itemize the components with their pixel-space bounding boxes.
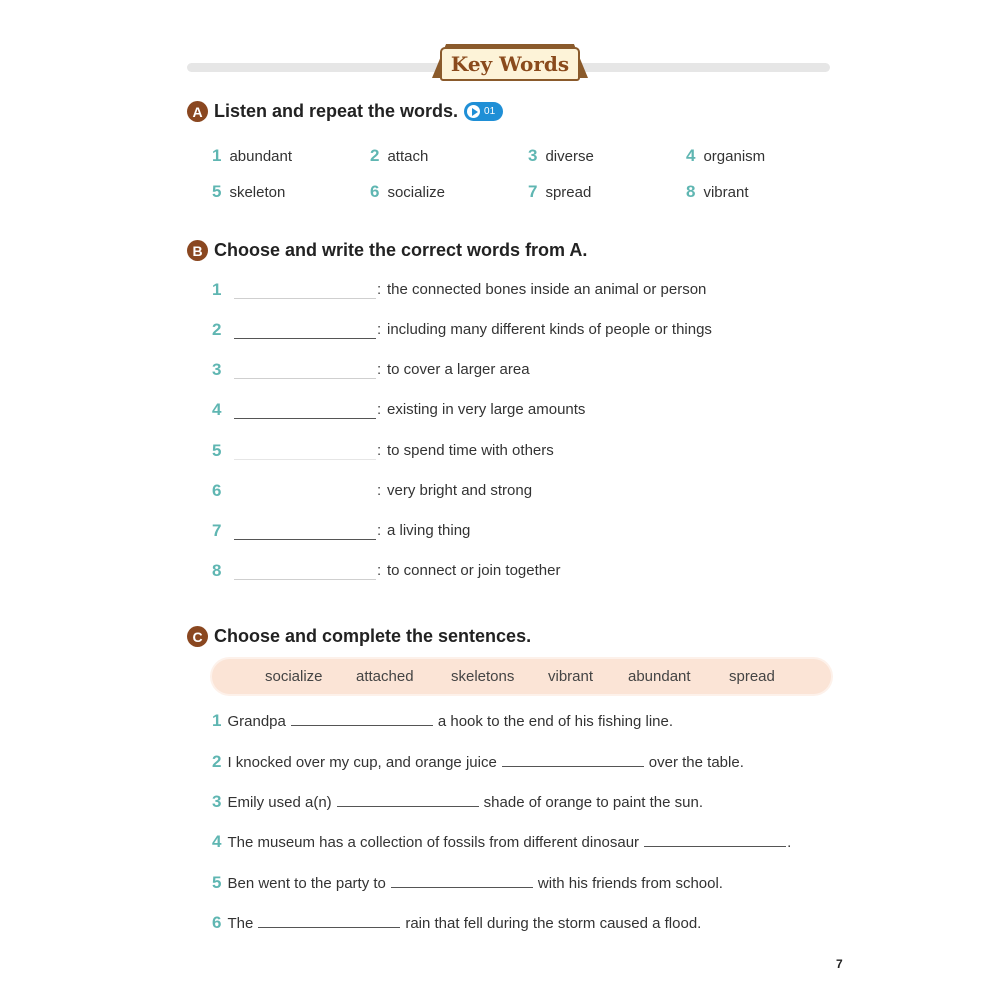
section-a-letter: A [187, 101, 208, 122]
definition-number: 6 [212, 481, 222, 500]
page-number: 7 [836, 957, 843, 971]
definition-text: the connected bones inside an animal or person [387, 281, 707, 298]
colon: : [377, 522, 382, 539]
section-c-heading [187, 626, 531, 647]
sentence-after: rain that fell during the storm caused a flood. [405, 915, 702, 932]
answer-blank[interactable] [234, 338, 376, 339]
sentence-before: The [227, 915, 254, 932]
word-text: skeleton [229, 184, 286, 201]
word-bank-item: abundant [628, 668, 691, 685]
sentence-row [212, 711, 673, 731]
definition-number: 7 [212, 521, 222, 540]
colon: : [377, 281, 382, 298]
sentence-row [212, 792, 703, 812]
word-number: 3 [528, 146, 538, 165]
sentence-number: 1 [212, 711, 222, 730]
sentence-after: with his friends from school. [537, 875, 723, 892]
page-title: Key Words [440, 47, 580, 81]
colon: : [377, 482, 382, 499]
definition-text: a living thing [387, 522, 471, 539]
word-item [370, 146, 428, 166]
definition-number: 2 [212, 320, 222, 339]
word-bank-item: vibrant [548, 668, 594, 685]
sentence-row [212, 873, 723, 893]
definition-number: 8 [212, 561, 222, 580]
sentence-number: 3 [212, 792, 222, 811]
word-number: 5 [212, 182, 222, 201]
answer-blank[interactable] [234, 539, 376, 540]
word-text: socialize [387, 184, 445, 201]
word-text: vibrant [703, 184, 749, 201]
definition-number: 1 [212, 280, 222, 299]
word-item [528, 182, 591, 202]
word-item [370, 182, 445, 202]
definition-number: 5 [212, 441, 222, 460]
sentence-before: Emily used a(n) [227, 794, 332, 811]
answer-blank[interactable] [234, 579, 376, 580]
word-bank-item: skeletons [451, 668, 515, 685]
answer-blank[interactable] [234, 499, 376, 500]
definition-text: to cover a larger area [387, 361, 530, 378]
word-item [212, 182, 285, 202]
answer-blank[interactable] [644, 834, 786, 847]
definition-number: 3 [212, 360, 222, 379]
word-number: 2 [370, 146, 380, 165]
sentence-after: over the table. [648, 754, 744, 771]
sentence-before: The museum has a collection of fossils from different dinosaur [227, 834, 640, 851]
word-text: organism [703, 148, 766, 165]
word-number: 4 [686, 146, 696, 165]
answer-blank[interactable] [234, 418, 376, 419]
answer-blank[interactable] [234, 378, 376, 379]
colon: : [377, 401, 382, 418]
word-bank-item: socialize [265, 668, 323, 685]
sentence-after: shade of orange to paint the sun. [483, 794, 704, 811]
sentence-row [212, 913, 701, 933]
word-text: spread [545, 184, 592, 201]
word-number: 8 [686, 182, 696, 201]
word-item [686, 182, 749, 202]
colon: : [377, 442, 382, 459]
sentence-before: Grandpa [227, 713, 286, 730]
audio-track-number: 01 [484, 106, 496, 117]
section-c-letter: C [187, 626, 208, 647]
word-item [212, 146, 292, 166]
word-number: 1 [212, 146, 222, 165]
answer-blank[interactable] [258, 915, 400, 928]
section-b-title: Choose and write the correct words from A. [214, 240, 588, 260]
sentence-number: 2 [212, 752, 222, 771]
word-bank-item: spread [729, 668, 775, 685]
sentence-row [212, 832, 791, 852]
word-text: diverse [545, 148, 594, 165]
section-a-heading [187, 101, 503, 122]
definition-text: to spend time with others [387, 442, 554, 459]
sentence-number: 5 [212, 873, 222, 892]
section-b-letter: B [187, 240, 208, 261]
word-bank [212, 659, 831, 694]
sentence-number: 6 [212, 913, 222, 932]
answer-blank[interactable] [337, 794, 479, 807]
sentence-number: 4 [212, 832, 222, 851]
definition-text: including many different kinds of people or things [387, 321, 712, 338]
answer-blank[interactable] [391, 875, 533, 888]
sentence-after: a hook to the end of his fishing line. [437, 713, 674, 730]
sentence-after: . [787, 834, 792, 851]
answer-blank[interactable] [234, 298, 376, 299]
definition-number: 4 [212, 400, 222, 419]
answer-blank[interactable] [291, 713, 433, 726]
section-a-title: Listen and repeat the words. [214, 101, 459, 121]
colon: : [377, 361, 382, 378]
sentence-row [212, 752, 744, 772]
word-number: 7 [528, 182, 538, 201]
section-b-heading [187, 240, 587, 261]
audio-play-button[interactable] [464, 102, 503, 121]
section-c-title: Choose and complete the sentences. [214, 626, 532, 646]
word-text: abundant [229, 148, 293, 165]
colon: : [377, 321, 382, 338]
play-icon [467, 105, 480, 118]
answer-blank[interactable] [234, 459, 376, 460]
definition-text: existing in very large amounts [387, 401, 586, 418]
answer-blank[interactable] [502, 754, 644, 767]
colon: : [377, 562, 382, 579]
definition-text: to connect or join together [387, 562, 561, 579]
definition-text: very bright and strong [387, 482, 533, 499]
word-text: attach [387, 148, 429, 165]
word-bank-item: attached [356, 668, 414, 685]
word-item [686, 146, 765, 166]
sentence-before: Ben went to the party to [227, 875, 386, 892]
sentence-before: I knocked over my cup, and orange juice [227, 754, 497, 771]
word-number: 6 [370, 182, 380, 201]
word-item [528, 146, 594, 166]
